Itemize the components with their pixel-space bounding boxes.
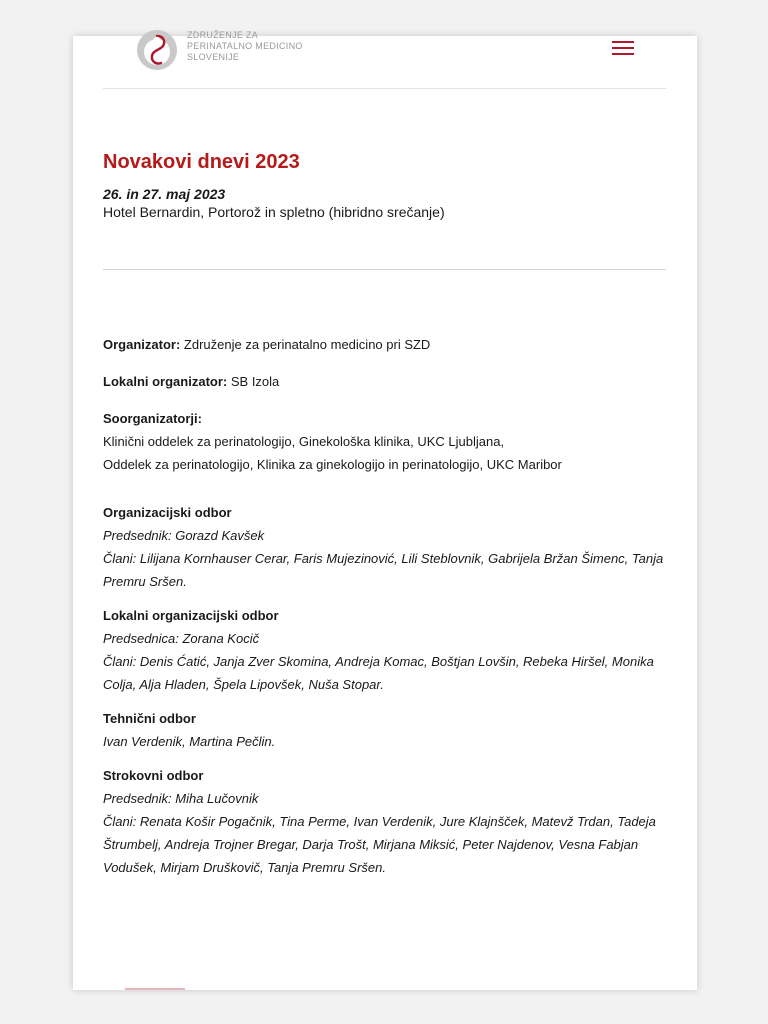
coorganizers-row <box>103 407 666 476</box>
footer-accent <box>125 988 185 990</box>
coorganizer-line: Oddelek za perinatologijo, Klinika za ginekologijo in perinatologijo, UKC Maribor <box>103 457 562 472</box>
local-organizer-row <box>103 370 666 393</box>
logo-line: ZDRUŽENJE ZA <box>187 30 259 40</box>
divider <box>103 269 666 270</box>
committee-chair: Predsednik: Miha Lučovnik <box>103 791 259 806</box>
committee-title: Strokovni odbor <box>103 768 204 783</box>
logo-line: SLOVENIJE <box>187 52 240 62</box>
committee-organizing <box>103 501 666 593</box>
site-header <box>103 30 666 89</box>
committee-title: Tehnični odbor <box>103 711 196 726</box>
organization-info <box>103 333 666 890</box>
local-organizer-value: SB Izola <box>230 374 280 389</box>
perinatal-association-logo-icon <box>135 28 179 72</box>
committee-scientific <box>103 764 666 879</box>
document-page <box>73 30 697 990</box>
hamburger-menu-icon[interactable] <box>612 41 634 57</box>
logo-line: PERINATALNO MEDICINO <box>187 41 303 51</box>
event-venue: Hotel Bernardin, Portorož in spletno (hibridno srečanje) <box>103 204 445 220</box>
committee-title: Organizacijski odbor <box>103 505 232 520</box>
organizer-value: Združenje za perinatalno medicino pri SZD <box>183 337 431 352</box>
coorganizers-label: Soorganizatorji: <box>103 411 202 426</box>
coorganizer-line: Klinični oddelek za perinatologijo, Ginekološka klinika, UKC Ljubljana, <box>103 434 505 449</box>
logo[interactable] <box>135 28 335 72</box>
committee-members: Ivan Verdenik, Martina Pečlin. <box>103 734 276 749</box>
committee-technical <box>103 707 666 753</box>
local-organizer-label: Lokalni organizator: <box>103 374 228 389</box>
committee-title: Lokalni organizacijski odbor <box>103 608 279 623</box>
page-title: Novakovi dnevi 2023 <box>103 151 300 173</box>
organizer-row <box>103 333 666 356</box>
committee-members: Člani: Lilijana Kornhauser Cerar, Faris Mujezinović, Lili Steblovnik, Gabrijela Bržan Šimenc, Tanja Premru Sršen. <box>103 551 664 589</box>
logo-text <box>187 30 303 63</box>
committee-chair: Predsednik: Gorazd Kavšek <box>103 528 265 543</box>
organizer-label: Organizator: <box>103 337 181 352</box>
committee-chair: Predsednica: Zorana Kocič <box>103 631 260 646</box>
committee-members: Člani: Renata Košir Pogačnik, Tina Perme, Ivan Verdenik, Jure Klajnšček, Matevž Trdan, Tadeja Štrumbelj, Andreja Trojner Bregar, Darja Trošt, Mirjana Miksić, Peter Najdenov, Vesna Fabjan Vodušek, Mirjam Druškovič, Tanja Premru Sršen. <box>103 814 656 875</box>
committee-members: Člani: Denis Ćatić, Janja Zver Skomina, Andreja Komac, Boštjan Lovšin, Rebeka Hiršel, Monika Colja, Alja Hladen, Špela Lipovšek, Nuša Stopar. <box>103 654 654 692</box>
event-header <box>103 150 666 221</box>
event-dates: 26. in 27. maj 2023 <box>103 186 226 202</box>
committee-local-organizing <box>103 604 666 696</box>
